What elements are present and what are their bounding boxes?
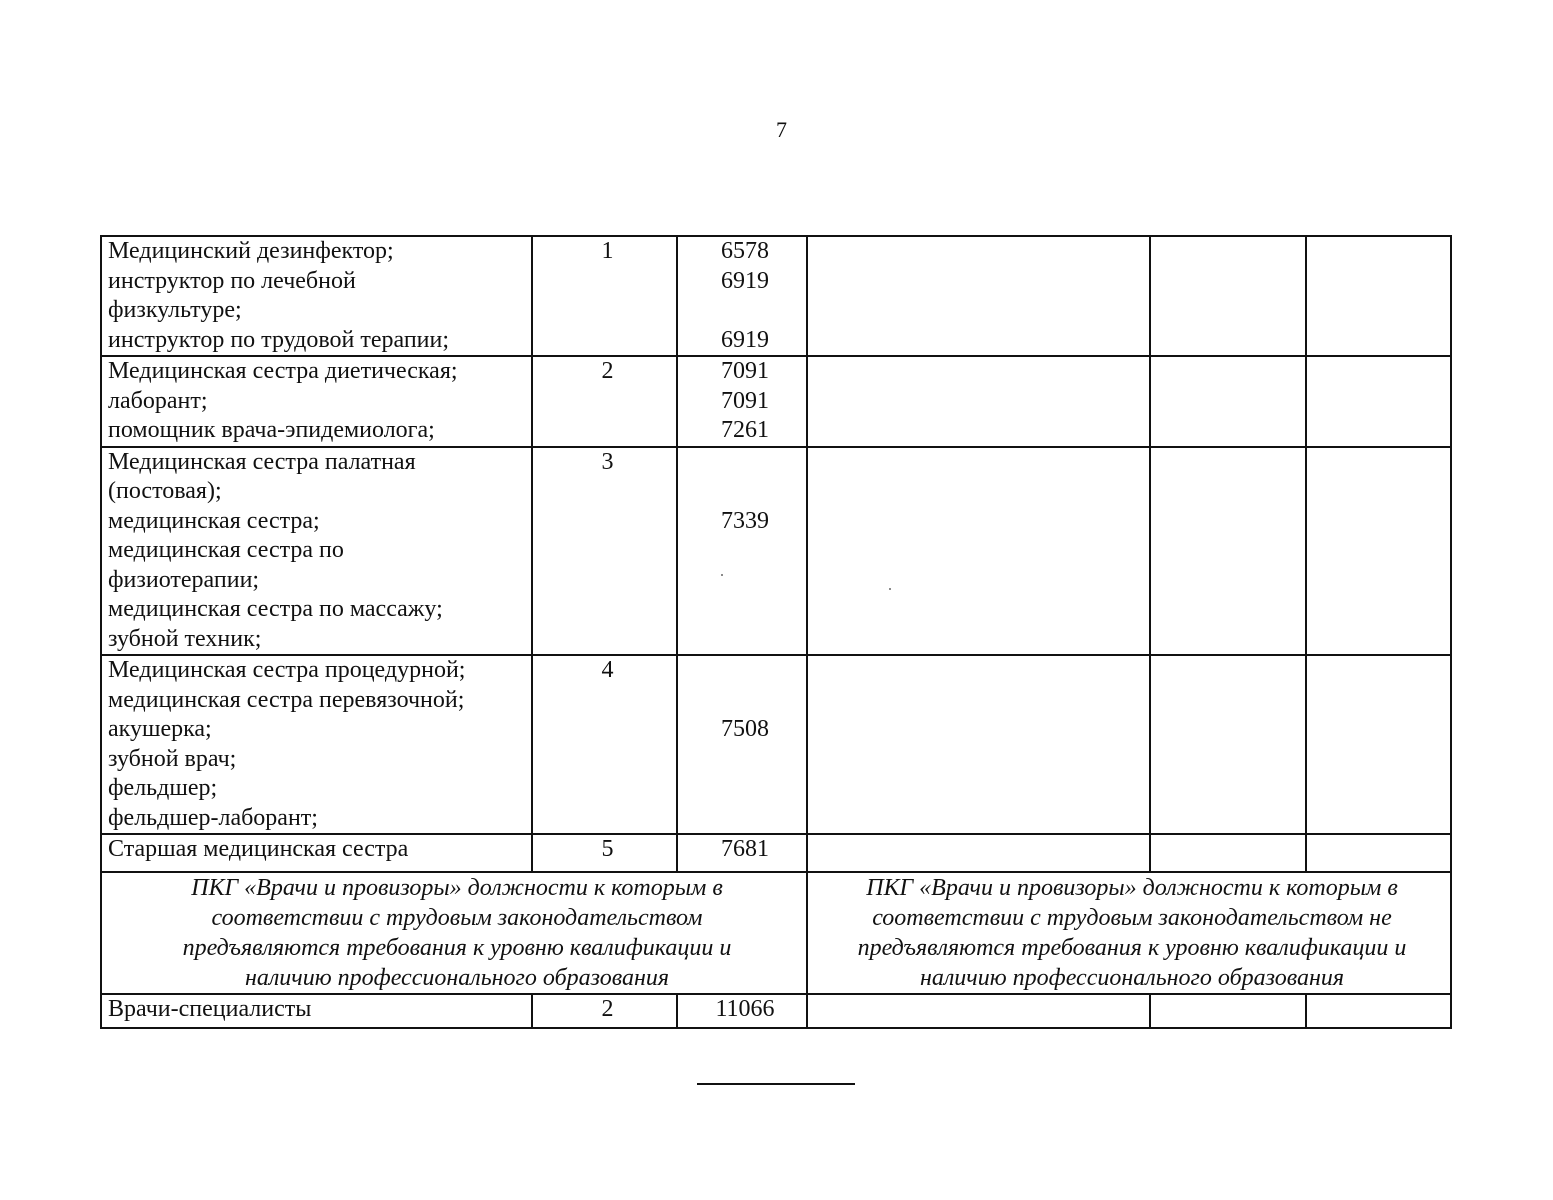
empty-cell xyxy=(1306,236,1451,356)
qualification-level: 1 xyxy=(601,238,614,264)
empty-cell xyxy=(807,655,1150,834)
group-header-line: предъявляются требования к уровню квалификации и xyxy=(182,935,732,961)
empty-cell xyxy=(1306,834,1451,872)
empty-cell xyxy=(1150,834,1306,872)
group-header-line: соответствии с трудовым законодательством xyxy=(211,905,703,931)
scan-speck xyxy=(889,588,891,590)
position-cell xyxy=(101,447,532,656)
position-line: акушерка; xyxy=(108,716,212,742)
salary-value: 6919 xyxy=(721,267,769,294)
group-header-line: ПКГ «Врачи и провизоры» должности к которым в xyxy=(866,875,1398,901)
position-line: Врачи-специалисты xyxy=(108,996,312,1022)
position-line: фельдшер-лаборант; xyxy=(108,804,318,831)
group-header-line: наличию профессионального образования xyxy=(244,965,670,991)
position-line: медицинская сестра по массажу; xyxy=(108,596,443,622)
salary-value: 7508 xyxy=(721,716,769,742)
qualification-level-cell xyxy=(532,834,677,872)
position-line: Старшая медицинская сестра xyxy=(108,836,409,862)
empty-cell xyxy=(807,236,1150,356)
table-row xyxy=(101,447,1451,656)
position-cell xyxy=(101,655,532,834)
group-header-row xyxy=(101,872,1451,994)
qualification-level: 4 xyxy=(601,657,614,683)
position-line: инструктор по трудовой терапии; xyxy=(108,326,450,353)
group-header-line: наличию профессионального образования xyxy=(919,965,1345,991)
position-line: зубной техник; xyxy=(108,625,262,652)
empty-cell xyxy=(807,994,1150,1028)
group-header-line: соответствии с трудовым законодательством не xyxy=(872,905,1392,931)
position-cell xyxy=(101,356,532,447)
page-number: 7 xyxy=(776,117,787,142)
qualification-level-cell xyxy=(532,356,677,447)
position-line: медицинская сестра; xyxy=(108,507,320,534)
position-line: лаборант; xyxy=(108,387,208,414)
salary-cell xyxy=(677,447,807,656)
position-line: помощник врача-эпидемиолога; xyxy=(108,417,435,443)
salary-value: 6919 xyxy=(721,326,769,353)
salary-value: 7339 xyxy=(721,507,769,534)
salary-cell xyxy=(677,236,807,356)
qualification-level-cell xyxy=(532,236,677,356)
group-header-left xyxy=(101,872,807,994)
salary-value: 6578 xyxy=(721,238,769,264)
empty-cell xyxy=(807,356,1150,447)
empty-cell xyxy=(1150,655,1306,834)
footer-rule xyxy=(697,1083,855,1085)
position-line: медицинская сестра перевязочной; xyxy=(108,686,465,713)
position-line: зубной врач; xyxy=(108,745,237,772)
empty-cell xyxy=(807,834,1150,872)
qualification-level-cell xyxy=(532,994,677,1028)
qualification-level: 2 xyxy=(601,996,614,1022)
position-cell xyxy=(101,236,532,356)
position-line: Медицинская сестра диетическая; xyxy=(108,358,458,384)
position-line: медицинская сестра по xyxy=(108,537,344,563)
salary-cell xyxy=(677,655,807,834)
table-row xyxy=(101,655,1451,834)
position-line: физиотерапии; xyxy=(108,566,260,593)
salary-cell xyxy=(677,994,807,1028)
group-header-right xyxy=(807,872,1451,994)
empty-cell xyxy=(1150,447,1306,656)
empty-cell xyxy=(1150,236,1306,356)
empty-cell xyxy=(807,447,1150,656)
qualification-level: 2 xyxy=(601,358,614,384)
qualification-level-cell xyxy=(532,655,677,834)
position-line: Медицинский дезинфектор; xyxy=(108,238,394,264)
empty-cell xyxy=(1150,356,1306,447)
qualification-level: 5 xyxy=(601,836,614,862)
empty-cell xyxy=(1306,356,1451,447)
empty-cell xyxy=(1306,447,1451,656)
salary-value: 7681 xyxy=(721,836,769,862)
table-row xyxy=(101,994,1451,1028)
salary-value: 11066 xyxy=(715,996,775,1022)
salary-value: 7261 xyxy=(721,417,769,443)
salary-value: 7091 xyxy=(721,387,769,414)
empty-cell xyxy=(1150,994,1306,1028)
scan-speck xyxy=(721,574,723,576)
group-header-line: предъявляются требования к уровню квалификации и xyxy=(857,935,1407,961)
position-cell xyxy=(101,994,532,1028)
salary-cell xyxy=(677,356,807,447)
table-row xyxy=(101,236,1451,356)
salary-table xyxy=(100,235,1452,1029)
table-row xyxy=(101,356,1451,447)
position-line: фельдшер; xyxy=(108,775,218,801)
position-line: физкультуре; xyxy=(108,297,242,323)
position-cell xyxy=(101,834,532,872)
group-header-line: ПКГ «Врачи и провизоры» должности к которым в xyxy=(191,875,723,901)
position-line: инструктор по лечебной xyxy=(108,267,356,294)
position-line: (постовая); xyxy=(108,478,222,504)
position-line: Медицинская сестра процедурной; xyxy=(108,657,466,683)
qualification-level-cell xyxy=(532,447,677,656)
qualification-level: 3 xyxy=(601,448,614,475)
salary-cell xyxy=(677,834,807,872)
position-line: Медицинская сестра палатная xyxy=(108,448,416,475)
salary-value: 7091 xyxy=(721,358,769,384)
table-row xyxy=(101,834,1451,872)
empty-cell xyxy=(1306,655,1451,834)
empty-cell xyxy=(1306,994,1451,1028)
